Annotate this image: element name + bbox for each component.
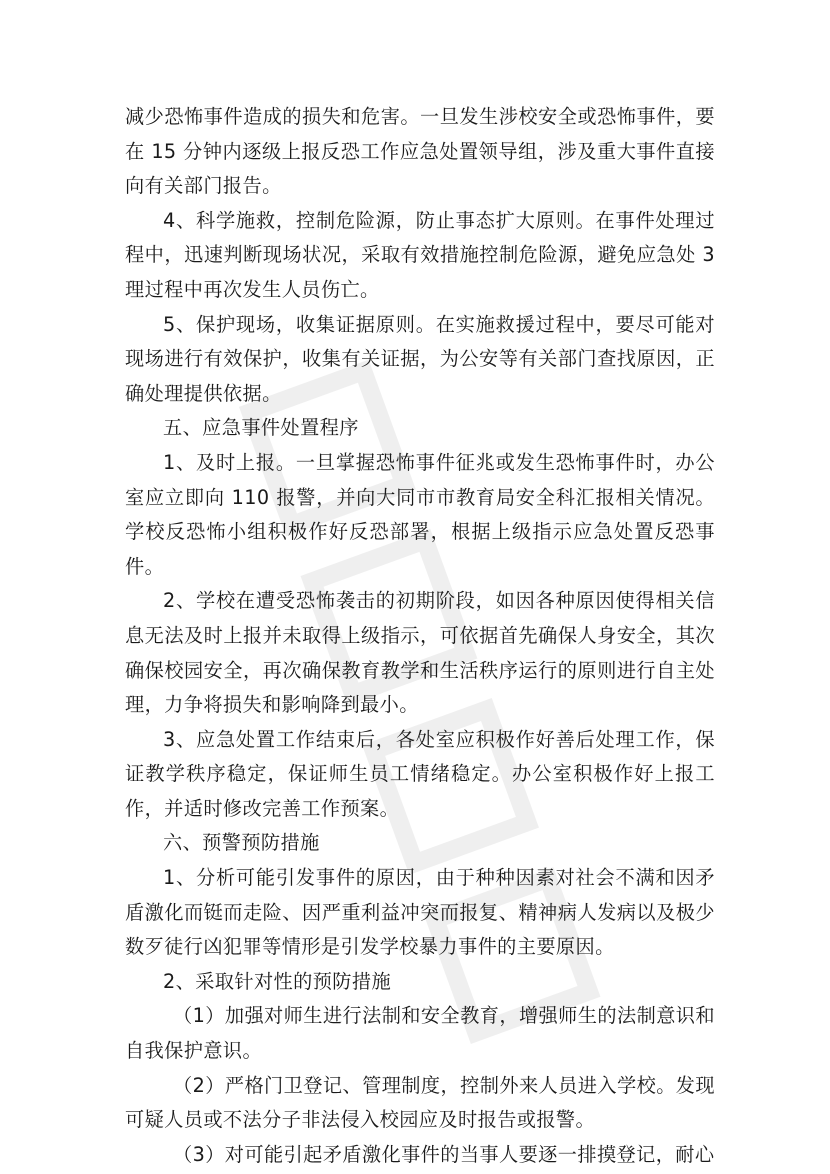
document-body bbox=[125, 100, 715, 1172]
paragraph-prevention-1: 1、分析可能引发事件的原因，由于种种因素对社会不满和因矛盾激化而铤而走险、因严重利益冲突而报复、精神病人发病以及极少数歹徒行凶犯罪等情形是引发学校暴力事件的主要原因。 bbox=[125, 866, 715, 959]
paragraph-measure-2: （2）严格门卫登记、管理制度，控制外来人员进入学校。发现可疑人员或不法分子非法侵入校园应及时报告或报警。 bbox=[125, 1073, 715, 1132]
paragraph-principle-4: 4、科学施救，控制危险源，防止事态扩大原则。在事件处理过程中，迅速判断现场状况，采取有效措施控制危险源，避免应急处 3 理过程中再次发生人员伤亡。 bbox=[125, 208, 715, 301]
section-heading-6: 六、预警预防措施 bbox=[163, 831, 320, 855]
paragraph-procedure-3: 3、应急处置工作结束后，各处室应积极作好善后处理工作，保证教学秩序稳定，保证师生员工情绪稳定。办公室积极作好上报工作，并适时修改完善工作预案。 bbox=[125, 727, 715, 820]
section-heading-5: 五、应急事件处置程序 bbox=[163, 416, 359, 440]
paragraph-procedure-1: 1、及时上报。一旦掌握恐怖事件征兆或发生恐怖事件时，办公室应立即向 110 报警，并向大同市市教育局安全科汇报相关情况。学校反恐怖小组积极作好反恐部署，根据上级指示应急处置反恐事件。 bbox=[125, 450, 715, 578]
paragraph-measure-3: （3）对可能引起矛盾激化事件的当事人要逐一排摸登记，耐心 bbox=[173, 1142, 715, 1166]
paragraph-principle-5: 5、保护现场，收集证据原则。在实施救援过程中，要尽可能对现场进行有效保护，收集有关证据，为公安等有关部门查找原因，正确处理提供依据。 bbox=[125, 312, 715, 405]
paragraph-prevention-2: 2、采取针对性的预防措施 bbox=[163, 969, 392, 993]
paragraph-procedure-2: 2、学校在遭受恐怖袭击的初期阶段，如因各种原因使得相关信息无法及时上报并未取得上级指示，可依据首先确保人身安全，其次确保校园安全，再次确保教育教学和生活秩序运行的原则进行自主处理，力争将损失和影响降到最小。 bbox=[125, 589, 715, 717]
paragraph-continued: 减少恐怖事件造成的损失和危害。一旦发生涉校安全或恐怖事件，要在 15 分钟内逐级上报反恐工作应急处置领导组，涉及重大事件直接向有关部门报告。 bbox=[125, 105, 715, 198]
paragraph-measure-1: （1）加强对师生进行法制和安全教育，增强师生的法制意识和自我保护意识。 bbox=[125, 1004, 715, 1063]
